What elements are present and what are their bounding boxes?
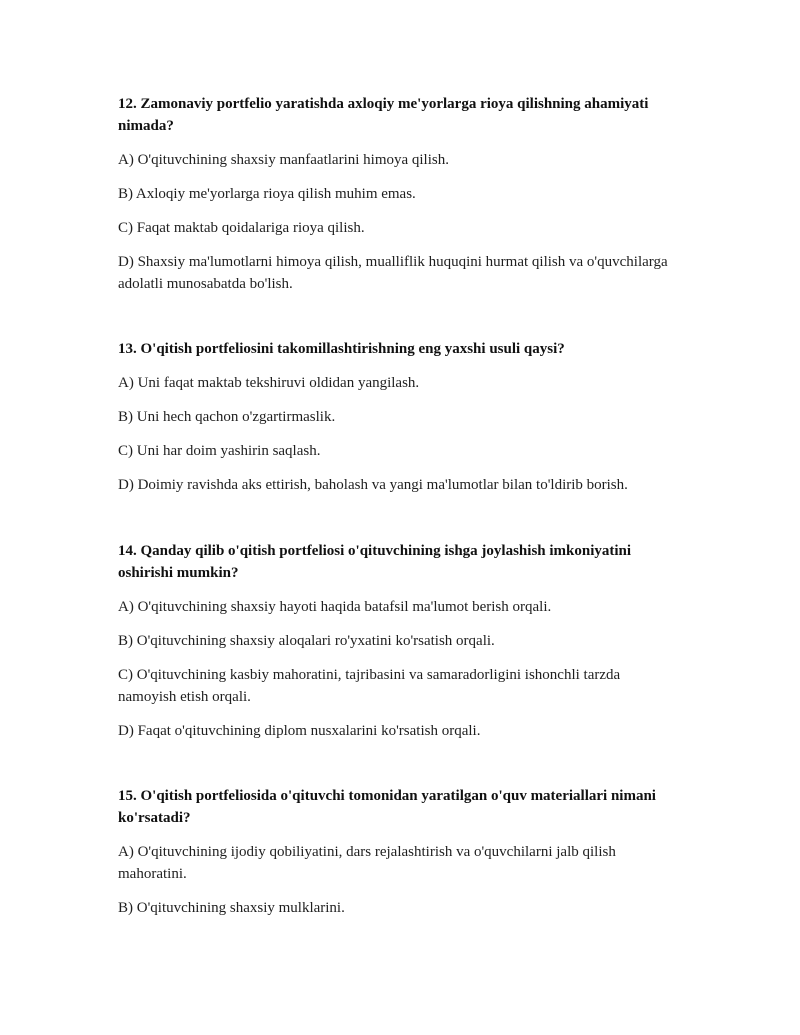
answer-option-d: D) Faqat o'qituvchining diplom nusxalarini ko'rsatish orqali. <box>118 723 481 739</box>
question-title: 13. O'qitish portfeliosini takomillashtirishning eng yaxshi usuli qaysi? <box>118 341 565 357</box>
answer-option-a: A) Uni faqat maktab tekshiruvi oldidan yangilash. <box>118 375 420 391</box>
answer-option-c: C) O'qituvchining kasbiy mahoratini, tajribasini va samaradorligini ishonchli tarzda namoyish etish orqali. <box>118 667 621 705</box>
answer-option-d: D) Shaxsiy ma'lumotlarni himoya qilish, mualliflik huquqini hurmat qilish va o'quvchilarga adolatli munosabatda bo'lish. <box>118 254 668 292</box>
question-14 <box>118 540 678 754</box>
question-12 <box>118 93 678 307</box>
answer-option-c: C) Faqat maktab qoidalariga rioya qilish. <box>118 220 365 236</box>
answer-option-a: A) O'qituvchining shaxsiy manfaatlarini himoya qilish. <box>118 152 449 168</box>
answer-option-a: A) O'qituvchining ijodiy qobiliyatini, dars rejalashtirish va o'quvchilarni jalb qilish mahoratini. <box>118 844 616 882</box>
answer-option-c: C) Uni har doim yashirin saqlash. <box>118 443 321 459</box>
answer-option-a: A) O'qituvchining shaxsiy hayoti haqida batafsil ma'lumot berish orqali. <box>118 599 552 615</box>
answer-option-b: B) Uni hech qachon o'zgartirmaslik. <box>118 409 336 425</box>
question-15 <box>118 785 678 931</box>
answer-option-b: B) O'qituvchining shaxsiy aloqalari ro'yxatini ko'rsatish orqali. <box>118 633 495 649</box>
question-title: 12. Zamonaviy portfelio yaratishda axloqiy me'yorlarga rioya qilishning ahamiyati nimada? <box>118 96 649 134</box>
answer-option-b: B) Axloqiy me'yorlarga rioya qilish muhim emas. <box>118 186 416 202</box>
question-13 <box>118 338 678 508</box>
question-title: 14. Qanday qilib o'qitish portfeliosi o'qituvchining ishga joylashish imkoniyatini oshirishi mumkin? <box>118 543 632 581</box>
answer-option-b: B) O'qituvchining shaxsiy mulklarini. <box>118 900 345 916</box>
answer-option-d: D) Doimiy ravishda aks ettirish, baholash va yangi ma'lumotlar bilan to'ldirib borish. <box>118 477 628 493</box>
question-title: 15. O'qitish portfeliosida o'qituvchi tomonidan yaratilgan o'quv materiallari nimani ko'rsatadi? <box>118 788 656 826</box>
